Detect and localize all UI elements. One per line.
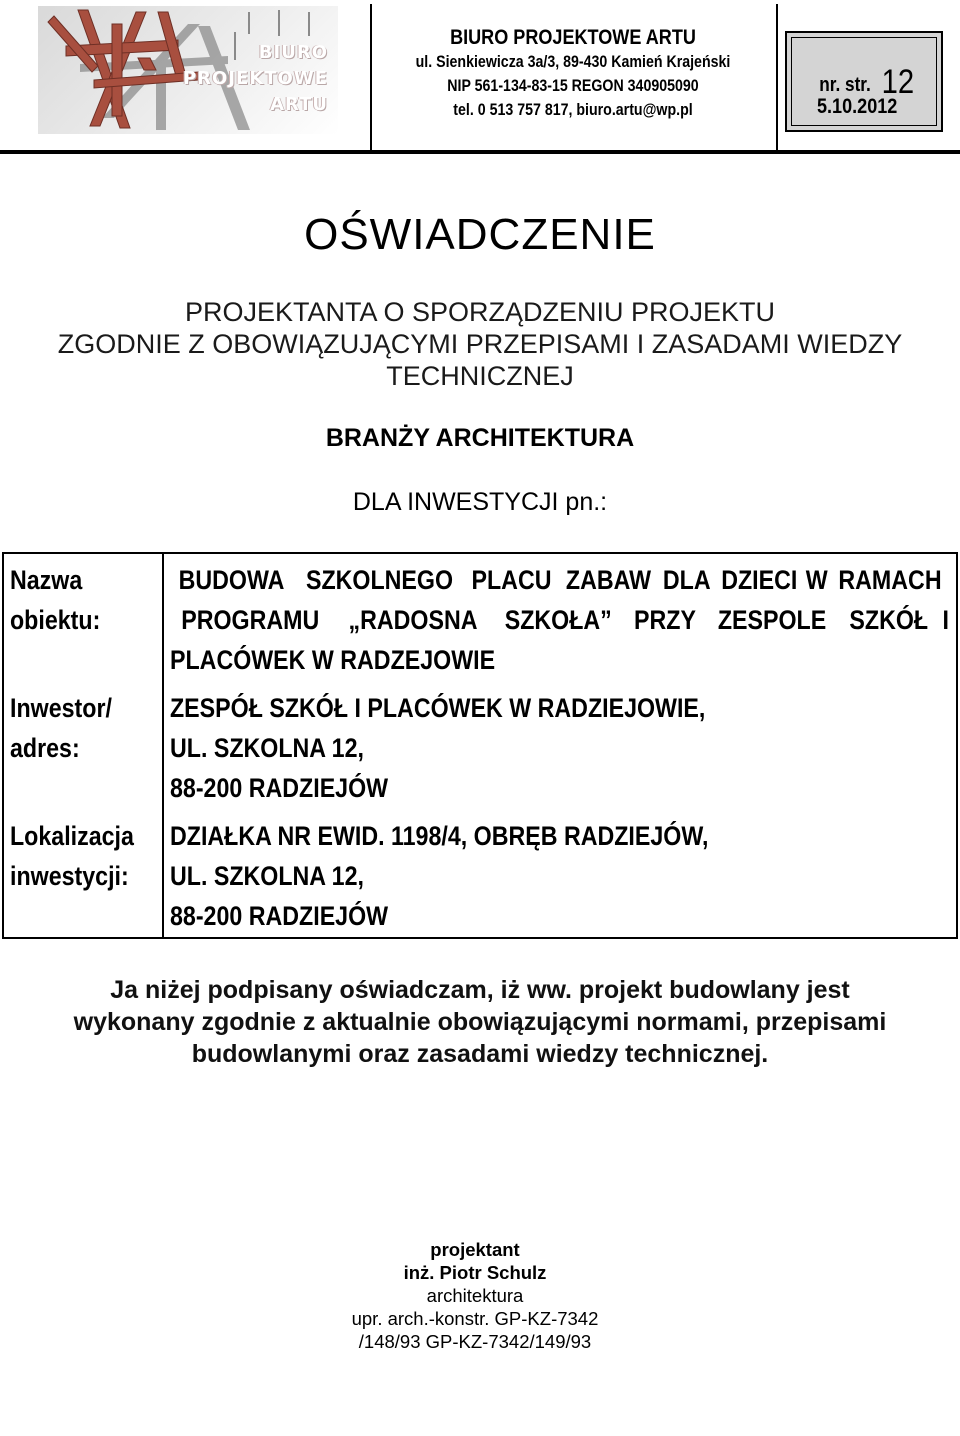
object-name-label <box>10 560 100 640</box>
value-line: 88-200 RADZIEJÓW <box>170 901 389 931</box>
page-number-value: 12 <box>881 63 915 101</box>
document-date: 5.10.2012 <box>817 95 898 118</box>
value-line-3: PLACÓWEK W RADZEJOWIE <box>170 645 496 675</box>
designer-signature-block <box>300 1238 650 1353</box>
word: RAMACH <box>838 565 942 595</box>
label-line: inwestycji: <box>10 861 129 891</box>
statement-line: wykonany zgodnie z aktualnie obowiązującymi normami, przepisami <box>73 1008 887 1036</box>
company-registry: NIP 561-134-83-15 REGON 340905090 <box>447 77 699 95</box>
logo-line-3: ARTU <box>270 94 328 115</box>
word: BUDOWA <box>178 565 285 595</box>
designer-role: projektant <box>430 1239 520 1260</box>
label-line: Inwestor/ <box>10 693 112 723</box>
company-address: ul. Sienkiewicza 3a/3, 89-430 Kamień Krajeński <box>415 53 731 71</box>
location-label <box>10 816 134 896</box>
word: I <box>942 605 950 635</box>
page-number-box <box>785 31 943 132</box>
statement-line: budowlanymi oraz zasadami wiedzy technicznej. <box>191 1040 769 1068</box>
company-name: BIURO PROJEKTOWE ARTU <box>450 26 696 49</box>
word: „RADOSNA <box>348 605 478 635</box>
value-line: ZESPÓŁ SZKÓŁ I PLACÓWEK W RADZIEJOWIE, <box>170 693 706 723</box>
word: PROGRAMU <box>181 605 320 635</box>
label-line: adres: <box>10 733 80 763</box>
word: PRZY <box>634 605 696 635</box>
license-line-2: /148/93 GP-KZ-7342/149/93 <box>358 1331 592 1352</box>
label-line: obiektu: <box>10 605 101 635</box>
word: DZIECI <box>720 565 798 595</box>
word: ZABAW <box>565 565 651 595</box>
project-details-table <box>2 552 958 939</box>
logo-line-1: BIURO <box>258 42 328 63</box>
value-line: DZIAŁKA NR EWID. 1198/4, OBRĘB RADZIEJÓW, <box>170 821 709 851</box>
investor-label <box>10 688 112 768</box>
header-divider-right <box>776 4 778 152</box>
word: DLA <box>662 565 711 595</box>
page-label: nr. str. <box>819 74 871 96</box>
header-rule <box>0 150 960 154</box>
company-info <box>372 26 774 122</box>
word: SZKOLNEGO <box>305 565 453 595</box>
letterhead <box>0 0 960 155</box>
subtitle-line: PROJEKTANTA O SPORZĄDZENIU PROJEKTU <box>184 297 776 327</box>
word: W <box>805 565 828 595</box>
subtitle-line: ZGODNIE Z OBOWIĄZUJĄCYMI PRZEPISAMI I ZASADAMI WIEDZY <box>57 329 903 359</box>
value-line: UL. SZKOLNA 12, <box>170 733 364 763</box>
company-contact: tel. 0 513 757 817, biuro.artu@wp.pl <box>453 101 693 119</box>
location-value <box>170 816 950 936</box>
justified-line-2 <box>170 600 950 640</box>
word: SZKÓŁ <box>849 605 929 635</box>
investment-intro: DLA INWESTYCJI pn.: <box>352 488 608 516</box>
designer-name: inż. Piotr Schulz <box>403 1262 547 1283</box>
license-line-1: upr. arch.-konstr. GP-KZ-7342 <box>351 1308 599 1329</box>
word: PLACU <box>471 565 552 595</box>
designer-specialty: architektura <box>426 1285 524 1306</box>
branch-heading: BRANŻY ARCHITEKTURA <box>325 424 635 452</box>
label-line: Nazwa <box>10 565 83 595</box>
table-column-divider <box>162 554 164 937</box>
value-line: 88-200 RADZIEJÓW <box>170 773 389 803</box>
company-logo <box>38 6 338 134</box>
word: SZKOŁA” <box>505 605 613 635</box>
justified-line-1 <box>170 560 950 600</box>
word: ZESPOLE <box>717 605 827 635</box>
object-name-value <box>170 560 950 680</box>
value-line: UL. SZKOLNA 12, <box>170 861 364 891</box>
document-title: OŚWIADCZENIE <box>304 210 656 259</box>
document-subtitle <box>0 296 960 392</box>
declaration-statement <box>0 974 960 1070</box>
statement-line: Ja niżej podpisany oświadczam, iż ww. projekt budowlany jest <box>110 976 850 1004</box>
subtitle-line: TECHNICZNEJ <box>386 361 574 391</box>
logo-line-2: PROJEKTOWE <box>182 68 328 89</box>
label-line: Lokalizacja <box>10 821 134 851</box>
investor-value <box>170 688 950 808</box>
